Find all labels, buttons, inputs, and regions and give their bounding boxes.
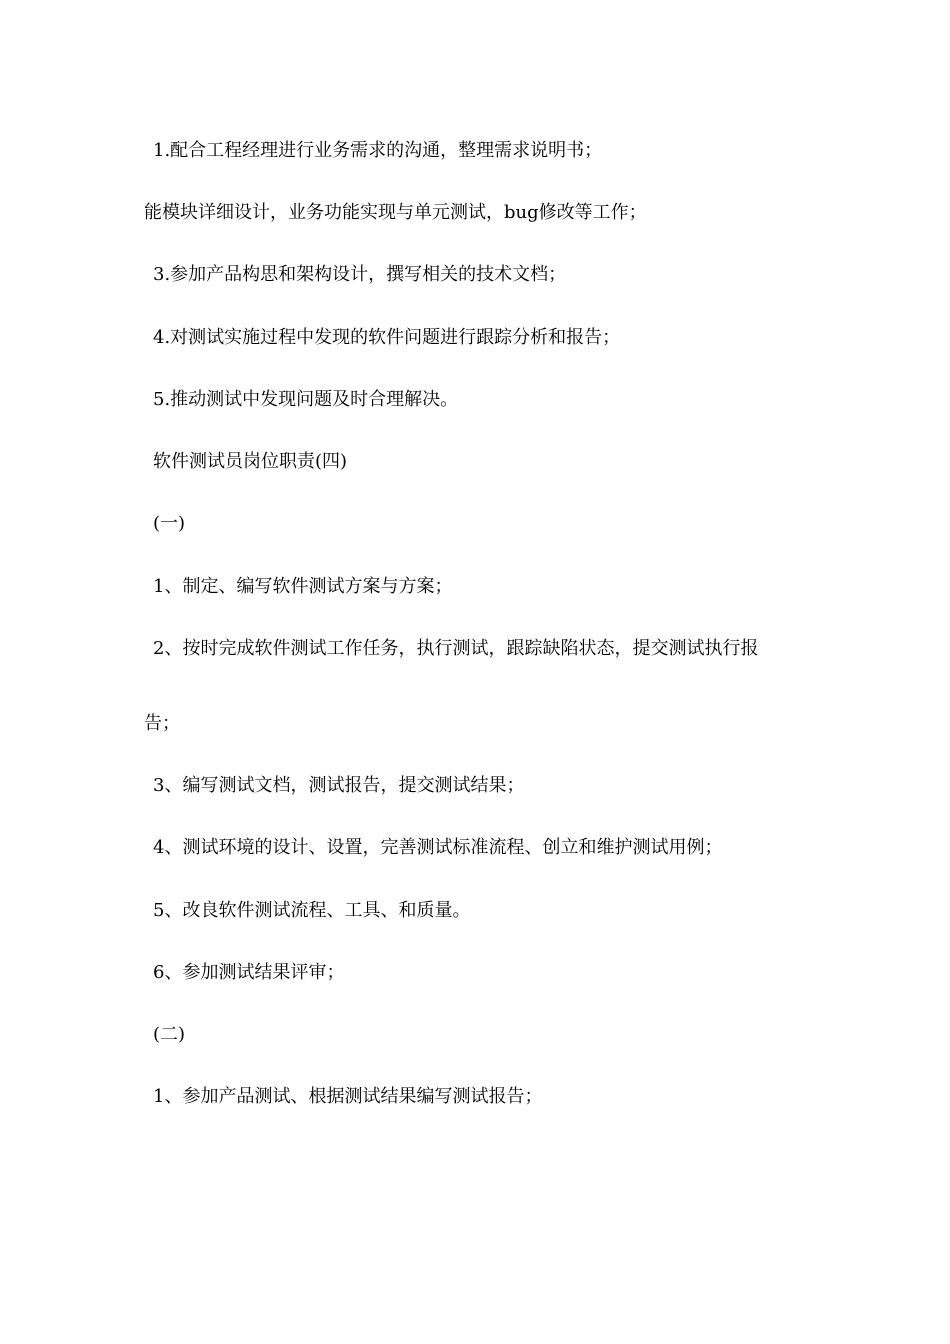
paragraph-line: 3、编写测试文档，测试报告，提交测试结果； [153,775,525,796]
paragraph-line: 6、参加测试结果评审； [153,962,345,983]
paragraph-line: 4、测试环境的设计、设置，完善测试标准流程、创立和维护测试用例； [153,837,723,858]
paragraph-line: 2、按时完成软件测试工作任务，执行测试，跟踪缺陷状态，提交测试执行报 [153,638,759,659]
paragraph-line: 3.参加产品构思和架构设计，撰写相关的技术文档； [153,264,567,285]
paragraph-line: 告； [144,713,180,734]
paragraph-line: 1、制定、编写软件测试方案与方案； [153,576,453,597]
paragraph-line: 5、改良软件测试流程、工具、和质量。 [153,900,471,921]
paragraph-line: 能模块详细设计，业务功能实现与单元测试，bug修改等工作； [144,202,647,223]
subsection-heading: (一) [153,513,186,534]
subsection-heading: (二) [153,1024,186,1045]
paragraph-line: 4.对测试实施过程中发现的软件问题进行跟踪分析和报告； [153,327,621,348]
paragraph-line: 1.配合工程经理进行业务需求的沟通，整理需求说明书； [153,140,603,161]
section-heading: 软件测试员岗位职责(四) [153,451,348,472]
paragraph-line: 1、参加产品测试、根据测试结果编写测试报告； [153,1086,543,1107]
paragraph-line: 5.推动测试中发现问题及时合理解决。 [153,389,459,410]
